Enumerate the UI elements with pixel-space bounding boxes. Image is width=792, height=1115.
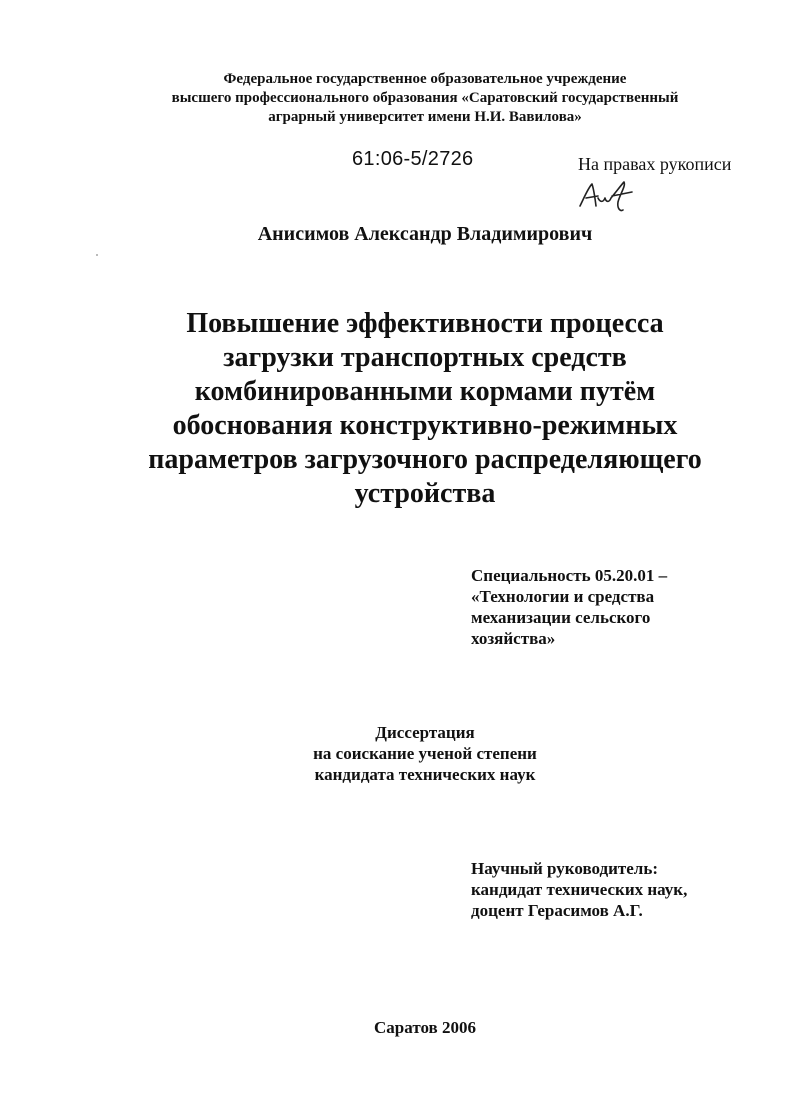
title-line: Повышение эффективности процесса xyxy=(186,308,664,339)
dissertation-title xyxy=(100,307,750,511)
specialty-line: механизации сельского xyxy=(471,608,651,627)
supervisor-block xyxy=(471,858,771,921)
title-line: устройства xyxy=(354,478,496,509)
city-year: Саратов 2006 xyxy=(374,1018,476,1037)
document-code: 61:06-5/2726 xyxy=(352,148,474,170)
specialty-line: Специальность 05.20.01 – xyxy=(471,566,668,585)
degree-line: Диссертация xyxy=(375,723,475,742)
degree-block xyxy=(250,722,600,785)
degree-line: на соискание ученой степени xyxy=(313,744,537,763)
institution-line: Федеральное государственное образовательное учреждение xyxy=(223,71,627,87)
title-line: параметров загрузочного распределяющего xyxy=(148,444,702,475)
rights-note: На правах рукописи xyxy=(578,154,732,174)
specialty-line: хозяйства» xyxy=(471,629,556,648)
institution-name xyxy=(100,70,750,127)
degree-line: кандидата технических наук xyxy=(314,765,536,784)
supervisor-line: Научный руководитель: xyxy=(471,859,658,878)
title-line: обоснования конструктивно-режимных xyxy=(172,410,678,441)
title-line: загрузки транспортных средств xyxy=(223,342,627,373)
supervisor-line: кандидат технических наук, xyxy=(471,880,688,899)
institution-line: высшего профессионального образования «Саратовский государственный xyxy=(171,90,679,106)
handwritten-signature xyxy=(576,176,636,216)
supervisor-line: доцент Герасимов А.Г. xyxy=(471,901,643,920)
specialty-block xyxy=(471,565,771,649)
title-line: комбинированными кормами путём xyxy=(194,376,656,407)
institution-line: аграрный университет имени Н.И. Вавилова» xyxy=(268,109,582,125)
specialty-line: «Технологии и средства xyxy=(471,587,655,606)
scan-speck xyxy=(96,254,98,256)
author-name: Анисимов Александр Владимирович xyxy=(257,223,593,245)
